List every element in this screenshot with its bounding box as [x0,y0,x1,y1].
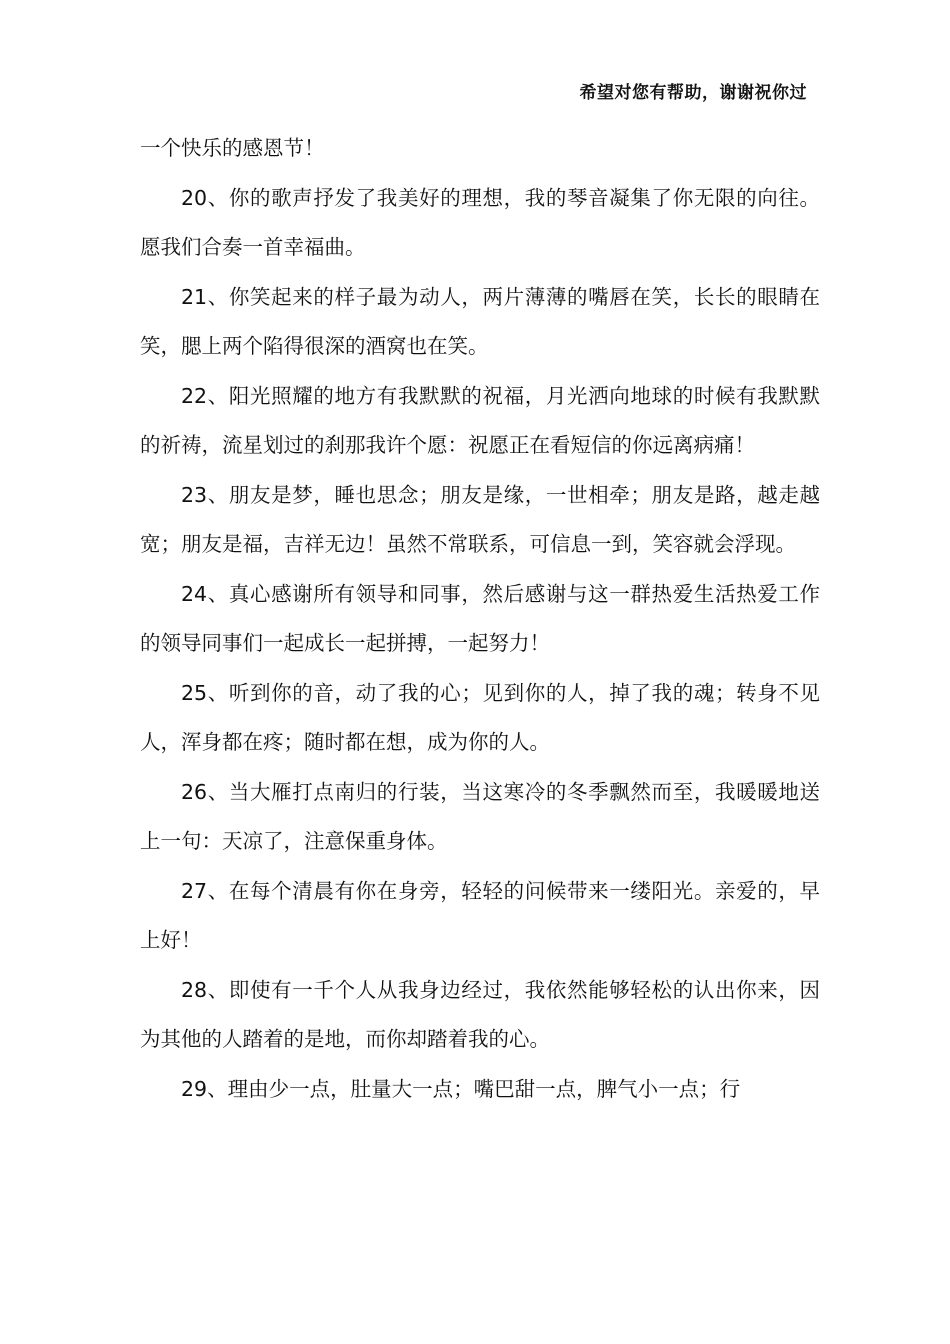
paragraph [140,1065,820,1115]
paragraph-number: 25 [181,680,208,705]
paragraph [140,768,820,867]
paragraph [140,273,820,372]
paragraph-text: 、听到你的音，动了我的心；见到你的人，掉了我的魂；转身不见人，浑身都在疼；随时都在想，成为你的人。 [140,680,820,754]
paragraph-number: 21 [181,284,208,309]
paragraph [140,867,820,966]
paragraph-text: 、你的歌声抒发了我美好的理想，我的琴音凝集了你无限的向往。愿我们合奏一首幸福曲。 [140,185,820,259]
page-header: 希望对您有帮助，谢谢祝你过 [579,83,807,103]
paragraph-number: 24 [181,581,208,606]
paragraph [140,570,820,669]
paragraph-text: 、朋友是梦，睡也思念；朋友是缘，一世相牵；朋友是路，越走越宽；朋友是福，吉祥无边！虽然不常联系，可信息一到，笑容就会浮现。 [140,482,820,556]
paragraph [140,471,820,570]
document-body [140,124,820,1114]
paragraph-number: 29 [181,1076,208,1101]
paragraph [140,124,820,174]
paragraph-number: 26 [181,779,208,804]
paragraph-number: 23 [181,482,208,507]
paragraph-text: 、当大雁打点南归的行装，当这寒冷的冬季飘然而至，我暖暖地送上一句：天凉了，注意保重身体。 [140,779,820,853]
paragraph [140,372,820,471]
paragraph-text: 、你笑起来的样子最为动人，两片薄薄的嘴唇在笑，长长的眼睛在笑，腮上两个陷得很深的酒窝也在笑。 [140,284,820,358]
paragraph-text: 一个快乐的感恩节！ [140,136,325,160]
paragraph [140,174,820,273]
paragraph [140,669,820,768]
paragraph-text: 、理由少一点，肚量大一点；嘴巴甜一点，脾气小一点；行 [207,1076,741,1101]
paragraph-number: 27 [181,878,208,903]
paragraph [140,966,820,1065]
paragraph-text: 、阳光照耀的地方有我默默的祝福，月光洒向地球的时候有我默默的祈祷，流星划过的刹那我许个愿：祝愿正在看短信的你远离病痛！ [140,383,820,457]
paragraph-number: 20 [181,185,208,210]
paragraph-number: 22 [181,383,208,408]
paragraph-text: 、在每个清晨有你在身旁，轻轻的问候带来一缕阳光。亲爱的，早上好！ [140,878,820,952]
paragraph-number: 28 [181,977,208,1002]
paragraph-text: 、真心感谢所有领导和同事，然后感谢与这一群热爱生活热爱工作的领导同事们一起成长一起拼搏，一起努力！ [140,581,820,655]
paragraph-text: 、即使有一千个人从我身边经过，我依然能够轻松的认出你来，因为其他的人踏着的是地，而你却踏着我的心。 [140,977,820,1051]
